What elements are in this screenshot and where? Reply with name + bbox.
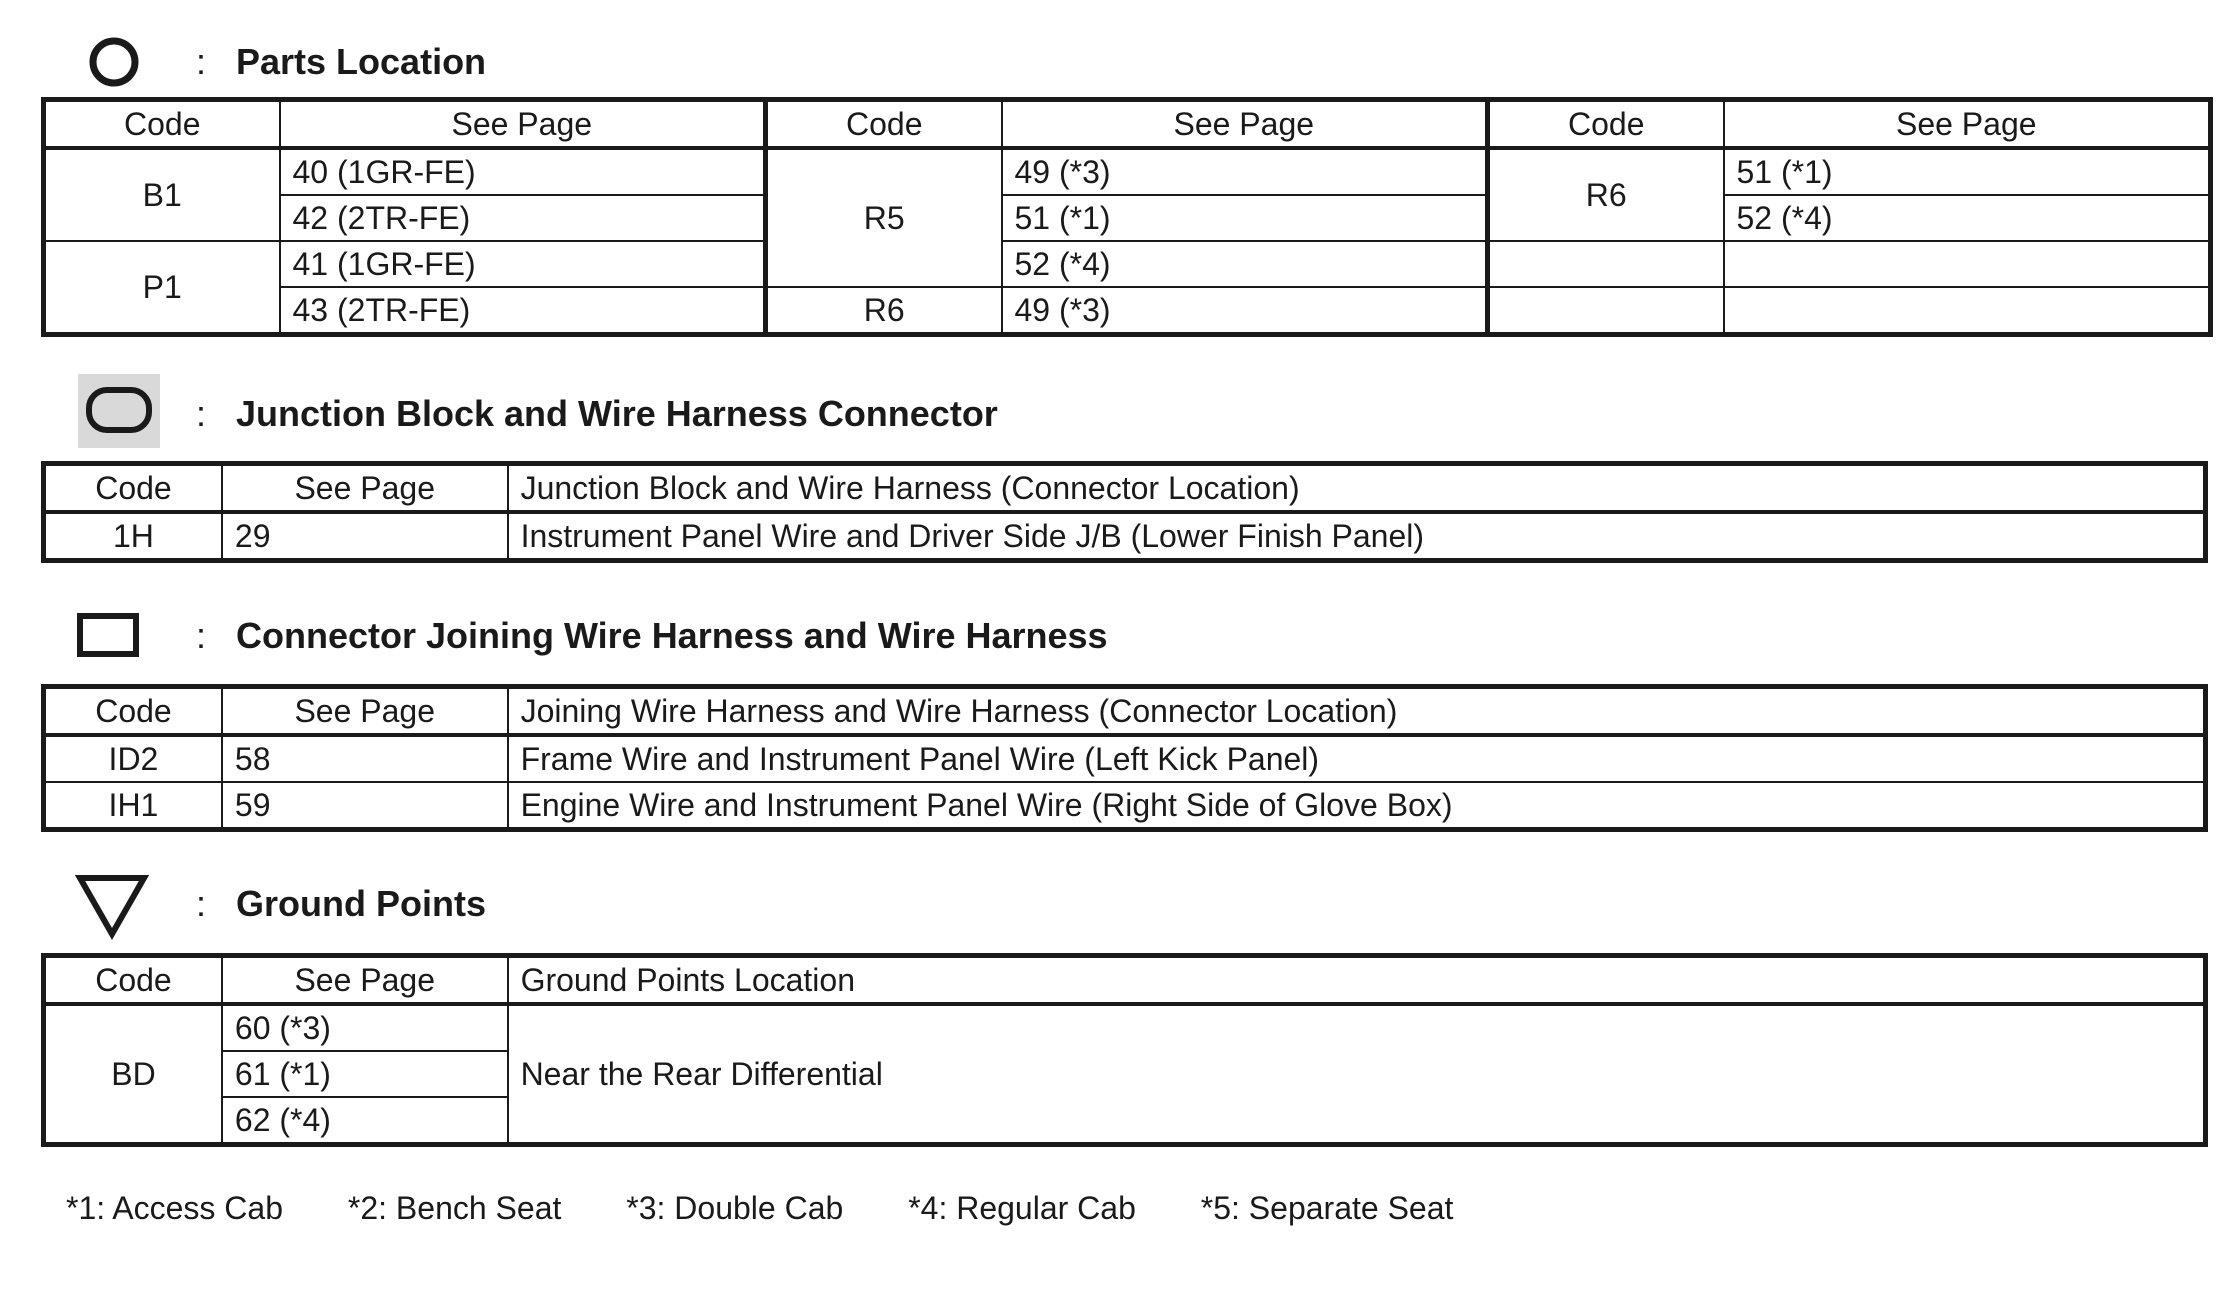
code-cell: IH1 bbox=[44, 782, 222, 830]
see-page-cell: 49 (*3) bbox=[1002, 148, 1488, 195]
see-page-cell: 52 (*4) bbox=[1724, 195, 2211, 241]
parts-location-table bbox=[41, 97, 2213, 337]
header-cell: Code bbox=[766, 100, 1002, 149]
header-cell: Code bbox=[1488, 100, 1724, 149]
section-title: Parts Location bbox=[236, 41, 487, 82]
table-row bbox=[44, 148, 2211, 195]
connector-joining-heading bbox=[0, 596, 1600, 676]
footnotes bbox=[66, 1190, 1509, 1227]
section-title: Junction Block and Wire Harness Connector bbox=[236, 393, 998, 434]
code-cell: BD bbox=[44, 1004, 222, 1145]
header-cell: Code bbox=[44, 100, 280, 149]
see-page-cell: 52 (*4) bbox=[1002, 241, 1488, 287]
see-page-cell: 42 (2TR-FE) bbox=[280, 195, 766, 241]
heading-colon: : bbox=[196, 393, 207, 434]
triangle-symbol-icon bbox=[74, 872, 150, 940]
header-cell: See Page bbox=[222, 464, 508, 513]
table-row bbox=[44, 195, 2211, 241]
heading-colon: : bbox=[196, 615, 207, 656]
footnote: *3: Double Cab bbox=[626, 1190, 844, 1226]
header-cell: Code bbox=[44, 687, 222, 736]
footnote: *2: Bench Seat bbox=[347, 1190, 562, 1226]
see-page-cell: 51 (*1) bbox=[1002, 195, 1488, 241]
table-header-row bbox=[44, 956, 2206, 1005]
see-page-cell: 40 (1GR-FE) bbox=[280, 148, 766, 195]
table-row bbox=[44, 241, 2211, 287]
section-title: Ground Points bbox=[236, 883, 486, 924]
table-row bbox=[44, 287, 2211, 335]
header-cell: See Page bbox=[280, 100, 766, 149]
parts-location-heading bbox=[0, 20, 1600, 100]
header-cell: Code bbox=[44, 956, 222, 1005]
location-cell: Instrument Panel Wire and Driver Side J/B (Lower Finish Panel) bbox=[508, 512, 2206, 561]
code-cell: R6 bbox=[1488, 148, 1724, 241]
heading-colon: : bbox=[196, 883, 207, 924]
location-cell: Near the Rear Differential bbox=[508, 1004, 2206, 1145]
table-row bbox=[44, 782, 2206, 830]
code-cell: B1 bbox=[44, 148, 280, 241]
see-page-cell: 41 (1GR-FE) bbox=[280, 241, 766, 287]
see-page-cell: 29 bbox=[222, 512, 508, 561]
table-header-row bbox=[44, 100, 2211, 149]
rounded-rect-symbol-icon bbox=[78, 374, 160, 448]
footnote: *1: Access Cab bbox=[66, 1190, 283, 1226]
header-cell: See Page bbox=[1724, 100, 2211, 149]
table-header-row bbox=[44, 464, 2206, 513]
header-cell: See Page bbox=[222, 687, 508, 736]
header-cell: Junction Block and Wire Harness (Connector Location) bbox=[508, 464, 2206, 513]
header-cell: See Page bbox=[222, 956, 508, 1005]
code-cell: R5 bbox=[766, 148, 1002, 287]
header-cell: See Page bbox=[1002, 100, 1488, 149]
code-cell: 1H bbox=[44, 512, 222, 561]
junction-block-table bbox=[41, 461, 2208, 563]
table-row bbox=[44, 735, 2206, 782]
see-page-cell: 43 (2TR-FE) bbox=[280, 287, 766, 335]
empty-cell bbox=[1488, 241, 1724, 287]
circle-symbol-icon bbox=[86, 34, 142, 90]
see-page-cell: 60 (*3) bbox=[222, 1004, 508, 1051]
ground-points-heading bbox=[0, 864, 1600, 944]
section-title: Connector Joining Wire Harness and Wire Harness bbox=[236, 615, 1108, 656]
header-cell: Code bbox=[44, 464, 222, 513]
ground-points-table bbox=[41, 953, 2208, 1147]
header-cell: Joining Wire Harness and Wire Harness (Connector Location) bbox=[508, 687, 2206, 736]
code-cell: ID2 bbox=[44, 735, 222, 782]
empty-cell bbox=[1724, 287, 2211, 335]
see-page-cell: 58 bbox=[222, 735, 508, 782]
footnote: *4: Regular Cab bbox=[908, 1190, 1136, 1226]
see-page-cell: 51 (*1) bbox=[1724, 148, 2211, 195]
code-cell: R6 bbox=[766, 287, 1002, 335]
see-page-cell: 62 (*4) bbox=[222, 1097, 508, 1145]
code-cell: P1 bbox=[44, 241, 280, 335]
see-page-cell: 61 (*1) bbox=[222, 1051, 508, 1097]
junction-block-heading bbox=[0, 374, 1600, 454]
table-header-row bbox=[44, 687, 2206, 736]
connector-joining-table bbox=[41, 684, 2208, 832]
location-cell: Engine Wire and Instrument Panel Wire (Right Side of Glove Box) bbox=[508, 782, 2206, 830]
header-cell: Ground Points Location bbox=[508, 956, 2206, 1005]
empty-cell bbox=[1488, 287, 1724, 335]
see-page-cell: 59 bbox=[222, 782, 508, 830]
empty-cell bbox=[1724, 241, 2211, 287]
table-row bbox=[44, 1004, 2206, 1051]
footnote: *5: Separate Seat bbox=[1200, 1190, 1454, 1226]
heading-colon: : bbox=[196, 41, 207, 82]
location-cell: Frame Wire and Instrument Panel Wire (Left Kick Panel) bbox=[508, 735, 2206, 782]
square-symbol-icon bbox=[76, 612, 140, 660]
see-page-cell: 49 (*3) bbox=[1002, 287, 1488, 335]
table-row bbox=[44, 512, 2206, 561]
